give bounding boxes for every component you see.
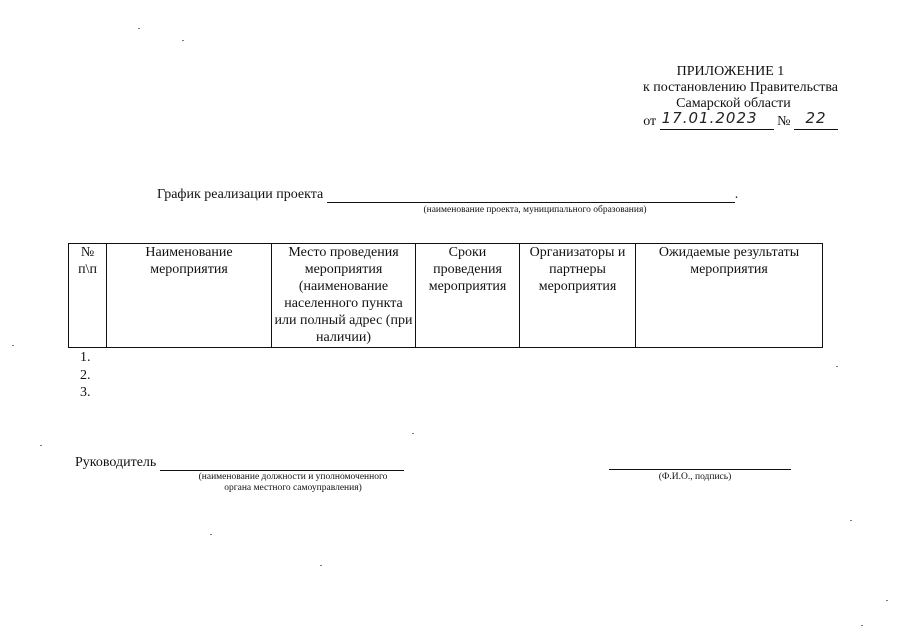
scan-speck [836, 366, 838, 367]
appendix-decree-line: к постановлению Правительства [642, 80, 838, 95]
appendix-region-line: Самарской области [676, 96, 791, 111]
schedule-table [68, 243, 823, 348]
leader-caption [168, 472, 418, 494]
leader-position-field [160, 454, 404, 471]
leader-line [75, 454, 404, 471]
fio-caption: (Ф.И.О., подпись) [658, 472, 732, 482]
header-expected-results: Ожидаемые результаты мероприятия [636, 244, 823, 348]
header-number: № п\п [69, 244, 107, 348]
header-event-dates: Сроки проведения мероприятия [416, 244, 520, 348]
appendix-title: ПРИЛОЖЕНИЕ 1 [676, 64, 785, 79]
number-field [794, 109, 838, 130]
date-field [660, 109, 774, 130]
scan-speck [412, 433, 414, 434]
project-name-field [327, 186, 735, 203]
list-item: 1. [80, 350, 91, 365]
list-item: 2. [80, 368, 91, 383]
scan-speck [861, 625, 863, 626]
schedule-heading: График реализации проекта [157, 187, 324, 202]
number-prefix: № [777, 114, 791, 129]
scan-speck [12, 345, 14, 346]
leader-caption-line1: (наименование должности и уполномоченного [198, 472, 388, 482]
number-value: 22 [805, 109, 827, 127]
project-name-caption: (наименование проекта, муниципального образования) [423, 205, 647, 215]
scan-speck [320, 565, 322, 566]
scan-speck [40, 445, 42, 446]
header-event-organizers: Организаторы и партнеры мероприятия [520, 244, 636, 348]
date-prefix: от [643, 114, 657, 129]
list-item: 3. [80, 385, 91, 400]
leader-caption-line2: органа местного самоуправления) [224, 483, 362, 493]
schedule-heading-line [157, 186, 738, 203]
scan-speck [210, 534, 212, 535]
fio-signature-field [609, 469, 791, 470]
appendix-block [643, 64, 838, 130]
appendix-date-line [643, 109, 838, 130]
schedule-trailing-dot: . [734, 187, 739, 202]
leader-label: Руководитель [75, 455, 157, 470]
scan-speck [182, 40, 184, 41]
scan-speck [886, 600, 888, 601]
table-header-row [69, 244, 823, 348]
header-event-place: Место проведения мероприятия (наименование населенного пункта или полный адрес (при наличии) [272, 244, 416, 348]
header-event-name: Наименование мероприятия [107, 244, 272, 348]
scan-speck [850, 520, 852, 521]
scan-speck [138, 28, 140, 29]
date-value: 17.01.2023 [661, 109, 758, 127]
